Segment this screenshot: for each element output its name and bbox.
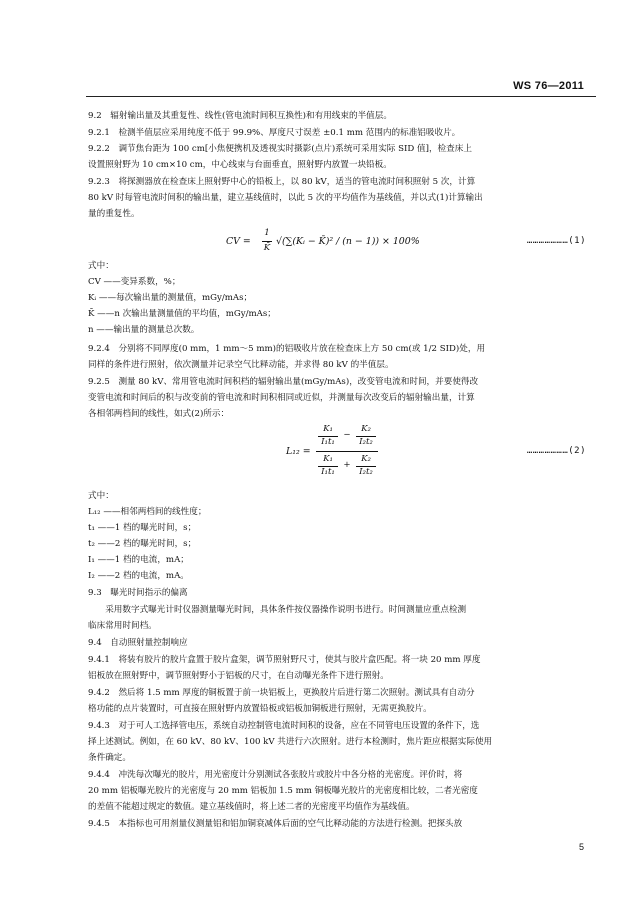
formula-1-body: √(∑(Kᵢ − K̄)² / (n − 1)) × 100% bbox=[276, 236, 420, 247]
where-label-2: 式中： bbox=[88, 491, 114, 501]
para-9-2-1: 9.2.1 检测半值层应采用纯度不低于 99.9%、厚度尺寸误差 ±0.1 mm 范围内的标准铝吸收片。 bbox=[88, 128, 461, 138]
formula-1-number: …………………(1) bbox=[526, 236, 586, 246]
para-9-4-1: 9.4.1 将装有胶片的胶片盒置于胶片盒架，调节照射野尺寸，使其与胶片盒匹配。将一块 20 mm 厚度 bbox=[88, 655, 481, 665]
section-9-3-title: 9.3 曝光时间指示的偏离 bbox=[88, 588, 188, 598]
para-9-3-cont: 临床常用时间档。 bbox=[88, 621, 157, 631]
formula-1-coef-num: 1 bbox=[264, 228, 270, 238]
def-t2: t₂ ——2 档的曝光时间，s； bbox=[88, 539, 197, 549]
para-9-4-3: 9.4.3 对于可人工选择管电压，系统自动控制管电流时间积的设备，应在不同管电压设置的条件下，选 bbox=[88, 721, 480, 731]
para-9-4-4: 9.4.4 冲洗每次曝光的胶片，用光密度计分别测试各张胶片或胶片中各分格的光密度。评价时，将 bbox=[88, 770, 463, 780]
formula-2-den-b-top: K₂ bbox=[361, 454, 371, 464]
def-ki: Kᵢ ——每次输出量的测量值，mGy/mAs； bbox=[88, 293, 253, 303]
formula-2-den-plus: + bbox=[343, 460, 351, 470]
para-9-4-2: 9.4.2 然后将 1.5 mm 厚度的铜板置于前一块铝板上，更换胶片后进行第二次照射。测试具有自动分 bbox=[88, 688, 475, 698]
para-9-2-5: 9.2.5 测量 80 kV、常用管电流时间积档的辐射输出量(mGy/mAs)，改变管电流和时间，并要使得改 bbox=[88, 377, 479, 387]
formula-2-den-b-bot: I₂t₂ bbox=[359, 467, 373, 477]
para-9-4-3-cont-1: 择上述测试。例如，在 60 kV、80 kV、100 kV 共进行六次照射。进行本检测时，焦片距应根据实际使用 bbox=[88, 737, 493, 747]
formula-1-coef-den: K̄ bbox=[263, 243, 271, 253]
formula-2-num-a-top: K₁ bbox=[323, 424, 333, 434]
para-9-2-4-cont: 同样的条件进行照射，依次测量并记录空气比释动能，并求得 80 kV 的半值层。 bbox=[88, 360, 394, 370]
def-l12: L₁₂ ——相邻两档间的线性度； bbox=[88, 507, 207, 517]
section-9-4-title: 9.4 自动照射量控制响应 bbox=[88, 638, 188, 648]
def-n: n ——输出量的测量总次数。 bbox=[88, 325, 200, 335]
para-9-2-3-cont-2: 量的重复性。 bbox=[88, 209, 140, 219]
page-number: 5 bbox=[578, 842, 584, 852]
formula-2-den-a-top: K₁ bbox=[323, 454, 333, 464]
def-i1: I₁ ——1 档的电流，mA； bbox=[88, 555, 189, 565]
def-kbar: K̄ ——n 次输出量测量值的平均值，mGy/mAs； bbox=[88, 309, 276, 319]
para-9-2-2: 9.2.2 调节焦台距为 100 cm[小焦便携机及透视实时摄影(点片)系统可采用实际 SID 值]，检查床上 bbox=[88, 144, 472, 154]
para-9-2-3-cont-1: 80 kV 时每管电流时间积的输出量，建立基线值时，以此 5 次的平均值作为基线值，并以式(1)计算输出 bbox=[88, 193, 483, 203]
para-9-4-4-cont-1: 20 mm 铝板曝光胶片的光密度与 20 mm 铝板加 1.5 mm 铜板曝光胶片的光密度相比较，二者光密度 bbox=[88, 786, 478, 796]
para-9-2-5-cont-1: 变管电流和时间后的积与改变前的管电流和时间积相同或近似，并测量每次改变后的辐射输出量，计算 bbox=[88, 393, 475, 403]
def-cv: CV ——变异系数，%； bbox=[88, 277, 181, 287]
formula-2-main-bar bbox=[316, 451, 378, 452]
para-9-3: 采用数字式曝光计时仪器测量曝光时间，具体条件按仪器操作说明书进行。时间测量应重点检测 bbox=[88, 605, 467, 615]
where-label-1: 式中： bbox=[88, 261, 114, 271]
para-9-4-4-cont-2: 的差值不能超过规定的数值。建立基线值时，将上述二者的光密度平均值作为基线值。 bbox=[88, 802, 415, 812]
formula-2-num-b-top: K₂ bbox=[361, 424, 371, 434]
formula-2-num-a-bot: I₁t₁ bbox=[321, 437, 335, 447]
formula-1-coef-bar bbox=[262, 241, 272, 242]
section-9-2-title: 9.2 辐射输出量及其重复性、线性(管电流时间积互换性)和有用线束的半值层。 bbox=[88, 111, 392, 121]
para-9-2-4: 9.2.4 分别将不同厚度(0 mm，1 mm～5 mm)的铝吸收片放在检查床上方 50 cm(或 1/2 SID)处，用 bbox=[88, 344, 486, 354]
formula-2-num-minus: − bbox=[343, 430, 351, 440]
def-i2: I₂ ——2 档的电流，mA。 bbox=[88, 571, 189, 581]
para-9-2-3: 9.2.3 将探测器放在检查床上照射野中心的铅板上，以 80 kV，适当的管电流时间积照射 5 次，计算 bbox=[88, 177, 476, 187]
standard-code: WS 76—2011 bbox=[513, 80, 584, 92]
para-9-4-5: 9.4.5 本指标也可用剂量仪测量铝和铝加铜衰减体后面的空气比释动能的方法进行检测。把探头放 bbox=[88, 819, 463, 829]
formula-2-number: …………………(2) bbox=[526, 446, 586, 456]
def-t1: t₁ ——1 档的曝光时间，s； bbox=[88, 523, 197, 533]
formula-2-lhs: L₁₂ = bbox=[286, 446, 311, 457]
formula-2-num-b-bot: I₂t₂ bbox=[359, 437, 373, 447]
para-9-4-3-cont-2: 条件确定。 bbox=[88, 753, 131, 763]
para-9-4-1-cont: 铝板放在照射野中，调节照射野小于铝板的尺寸，在自动曝光条件下进行照射。 bbox=[88, 671, 389, 681]
formula-1-lhs: CV = bbox=[226, 236, 251, 247]
para-9-2-5-cont-2: 各相邻两档间的线性，如式(2)所示： bbox=[88, 409, 230, 419]
header-rule bbox=[86, 96, 596, 97]
para-9-2-2-cont: 设置照射野为 10 cm×10 cm，中心线束与台面垂直，照射野内放置一块铅板。 bbox=[88, 160, 392, 170]
para-9-4-2-cont: 格功能的点片装置时，可直接在照射野内放置铅板或铝板加铜板进行照射，无需更换胶片。 bbox=[88, 704, 432, 714]
formula-2-den-a-bot: I₁t₁ bbox=[321, 467, 335, 477]
